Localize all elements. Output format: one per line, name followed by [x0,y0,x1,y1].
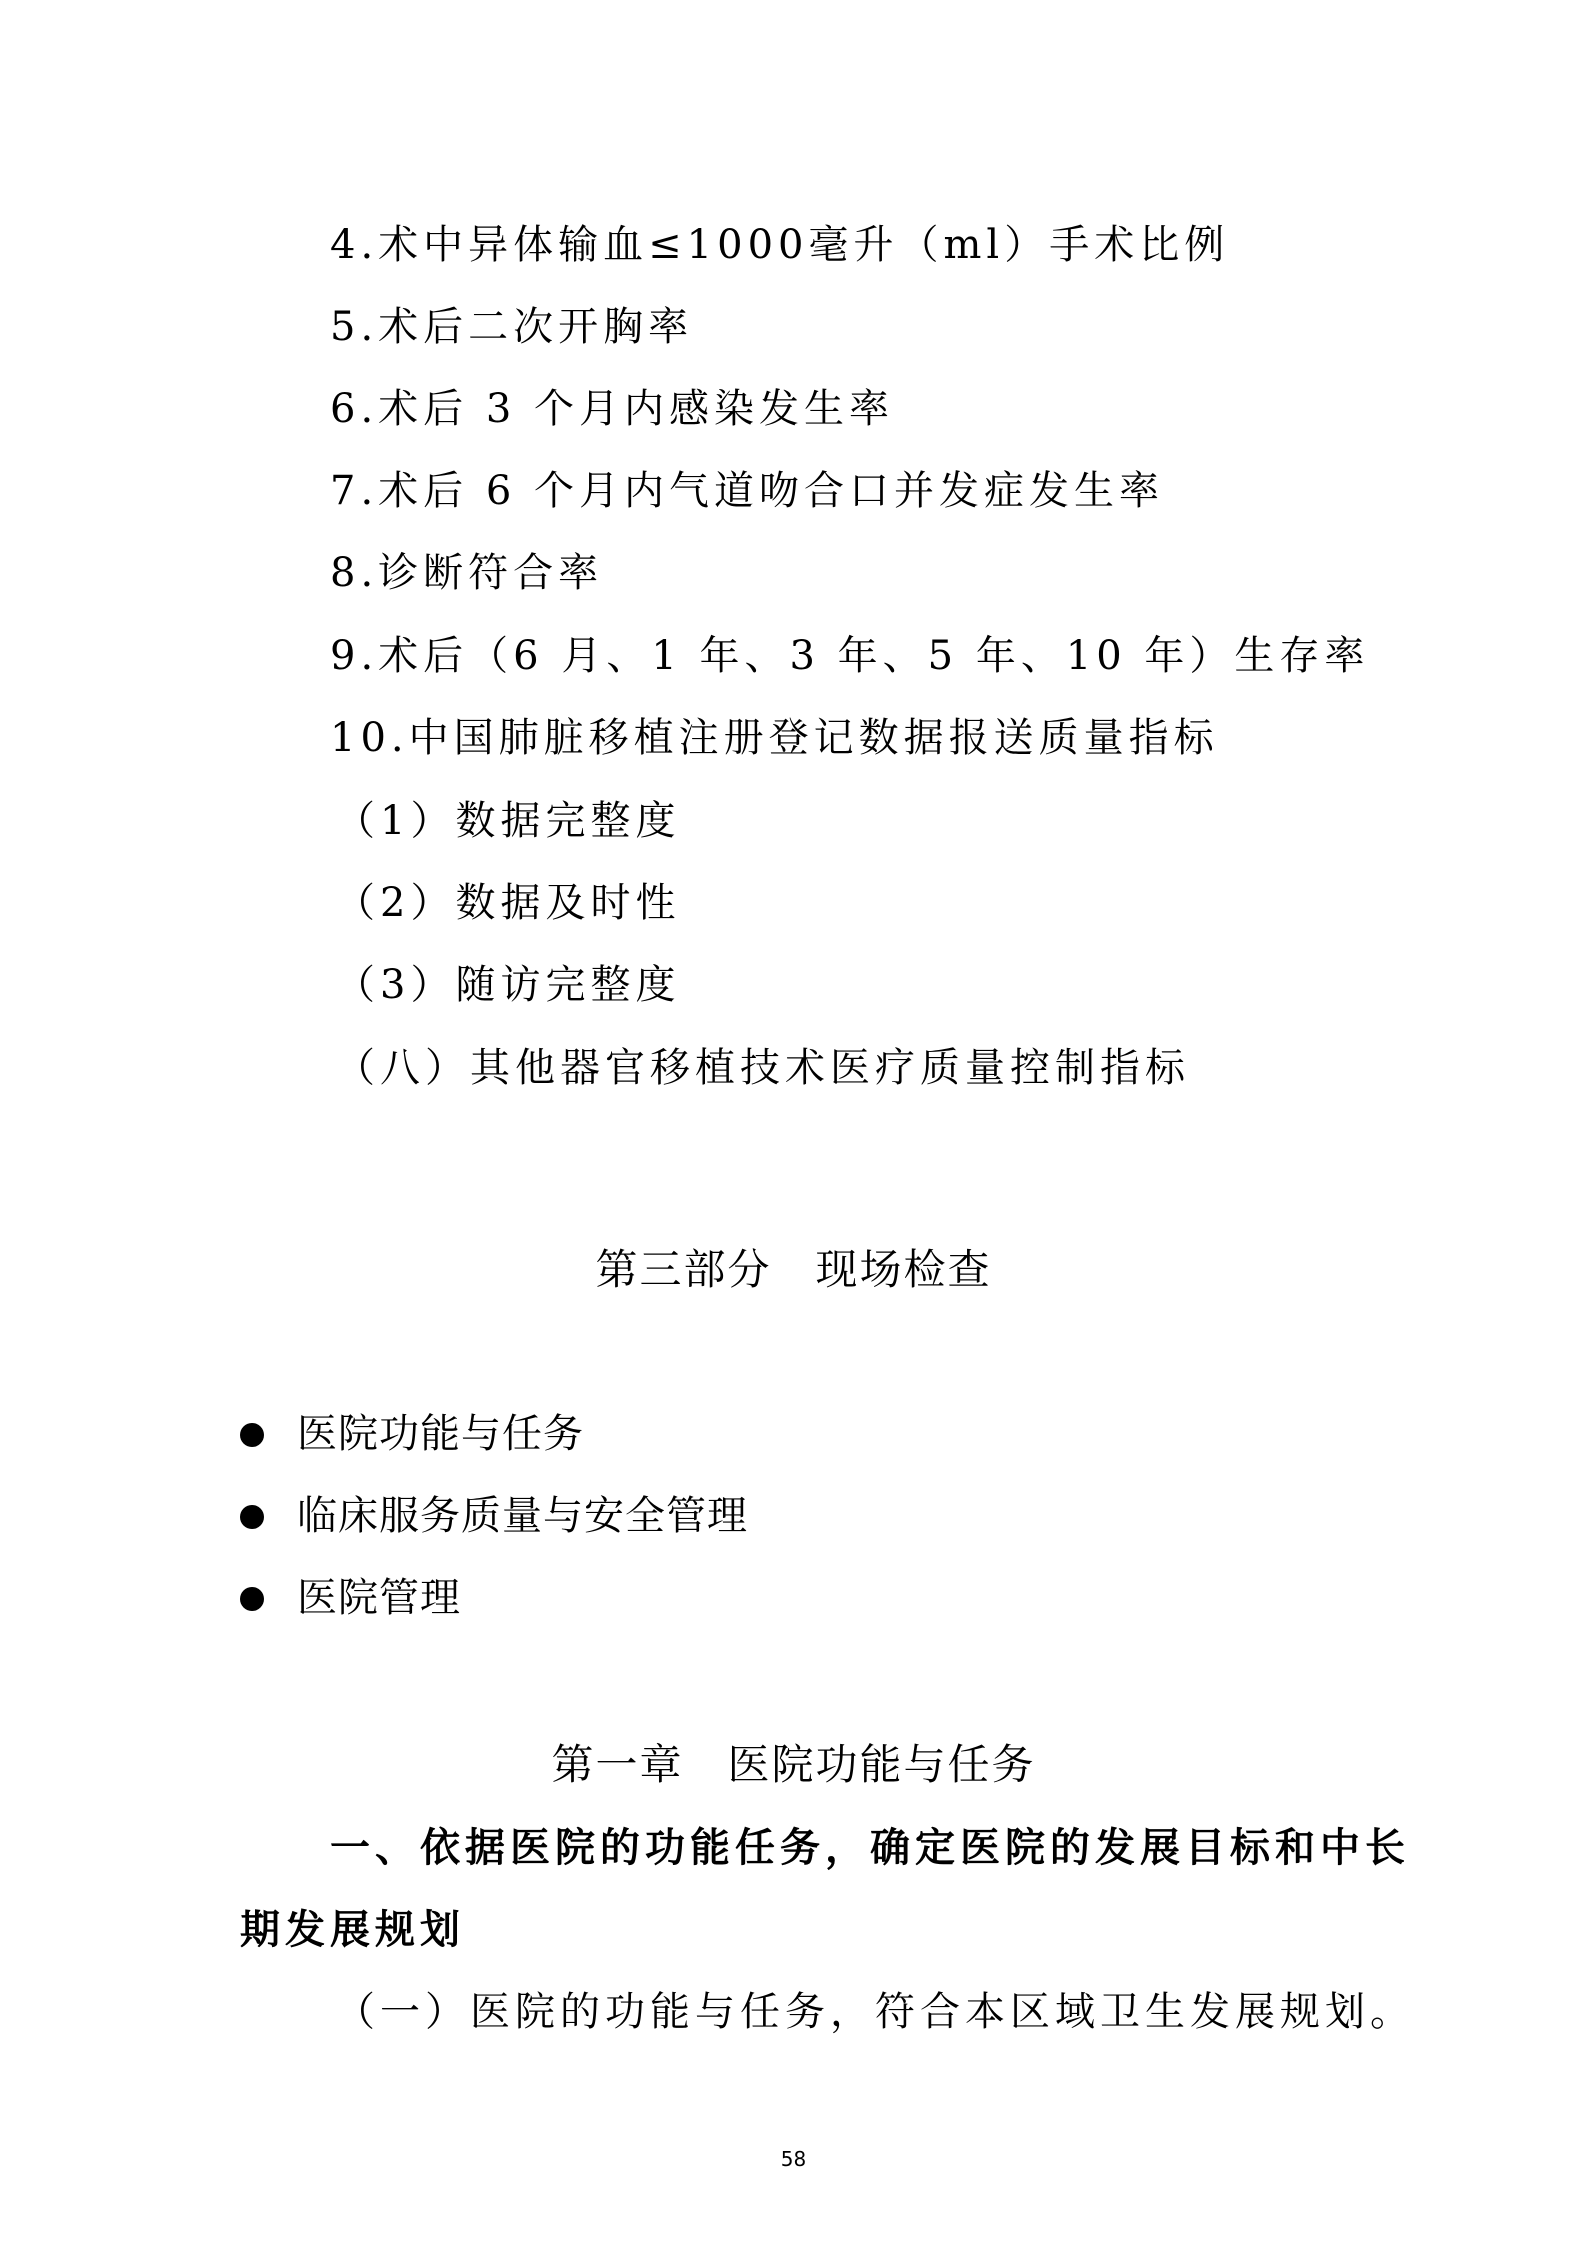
list-item: 9.术后（6 月、1 年、3 年、5 年、10 年）生存率 [330,633,1370,679]
list-item: 8.诊断符合率 [330,550,604,596]
list-item: 5.术后二次开胸率 [330,304,694,350]
bullet-text: 临床服务质量与安全管理 [297,1493,748,1539]
list-item: 4.术中异体输血≤1000毫升（ml）手术比例 [330,222,1230,268]
page-number: 58 [780,2147,807,2171]
sub-list-item: （3）随访完整度 [335,962,681,1008]
bullet-dot-icon [240,1423,264,1447]
sub-list-item: （2）数据及时性 [335,880,681,926]
section-heading: （八）其他器官移植技术医疗质量控制指标 [335,1045,1190,1091]
bullet-text: 医院功能与任务 [297,1411,584,1457]
bullet-dot-icon [240,1587,264,1611]
list-item: 6.术后 3 个月内感染发生率 [330,386,895,432]
article-title-line-1: 一、依据医院的功能任务，确定医院的发展目标和中长 [330,1824,1410,1871]
article-title-line-2: 期发展规划 [240,1906,465,1953]
sub-list-item: （1）数据完整度 [335,798,681,844]
chapter-heading: 第一章 医院功能与任务 [551,1740,1036,1789]
bullet-text: 医院管理 [297,1575,461,1621]
list-item: 7.术后 6 个月内气道吻合口并发症发生率 [330,468,1165,514]
clause-text: （一）医院的功能与任务，符合本区域卫生发展规划。 [335,1989,1415,2035]
list-item: 10.中国肺脏移植注册登记数据报送质量指标 [330,715,1219,761]
part-heading: 第三部分 现场检查 [595,1245,992,1294]
bullet-dot-icon [240,1505,264,1529]
